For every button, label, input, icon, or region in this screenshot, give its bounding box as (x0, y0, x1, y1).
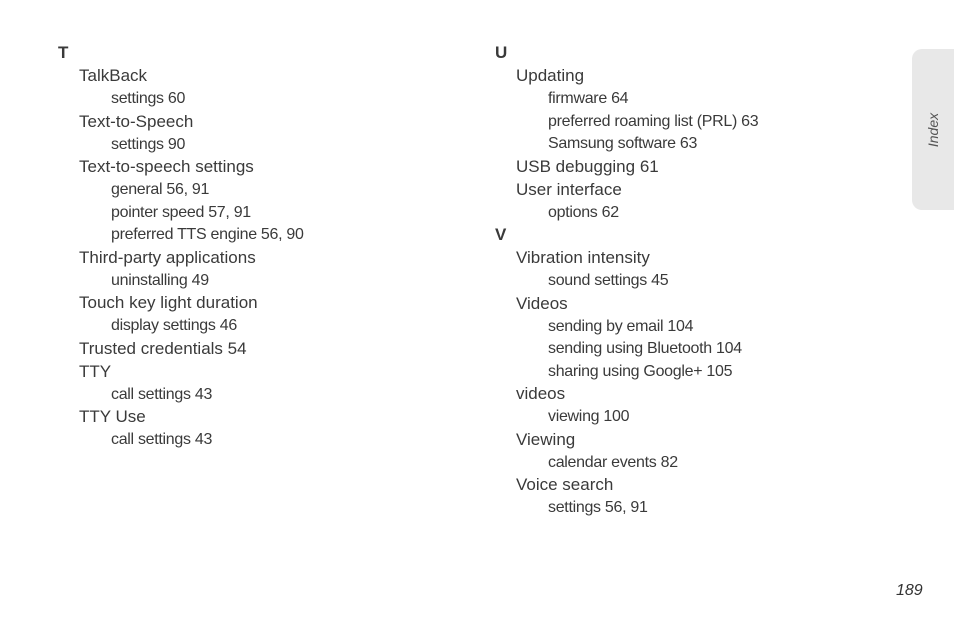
index-term: Text-to-Speech (79, 111, 194, 131)
page-number: 189 (896, 582, 923, 599)
index-term: videos (516, 384, 566, 403)
index-term: Voice search (516, 475, 614, 494)
index-term: Updating (516, 66, 585, 85)
section-letter-t: T (58, 43, 69, 62)
index-column-left (58, 42, 438, 452)
index-subentry: settings 60 (111, 90, 186, 107)
index-subentry: call settings 43 (111, 431, 213, 448)
index-term: TTY Use (79, 407, 146, 426)
index-subentry: firmware 64 (548, 90, 629, 107)
index-term: Viewing (516, 429, 576, 449)
index-term: Trusted credentials 54 (79, 338, 247, 358)
index-subentry: viewing 100 (548, 408, 630, 425)
index-subentry: preferred TTS engine 56, 90 (111, 226, 304, 243)
index-subentry: call settings 43 (111, 385, 213, 403)
index-term: TTY (79, 361, 112, 381)
index-term: Third-party applications (79, 247, 256, 267)
index-subentry: settings 90 (111, 135, 186, 153)
index-term: User interface (516, 179, 622, 199)
index-subentry: general 56, 91 (111, 181, 210, 198)
index-subentry: sound settings 45 (548, 272, 669, 289)
index-subentry: preferred roaming list (PRL) 63 (548, 112, 759, 130)
index-side-tab (912, 49, 954, 210)
index-term: TalkBack (79, 66, 148, 85)
index-term: Vibration intensity (516, 248, 650, 267)
index-subentry: settings 56, 91 (548, 499, 648, 516)
index-term: Videos (516, 293, 568, 313)
index-term: USB debugging 61 (516, 156, 659, 176)
index-subentry: Samsung software 63 (548, 135, 698, 152)
index-subentry: sharing using Google+ 105 (548, 362, 733, 380)
index-subentry: uninstalling 49 (111, 271, 209, 289)
index-subentry: pointer speed 57, 91 (111, 203, 251, 221)
index-subentry: sending using Bluetooth 104 (548, 340, 742, 357)
index-subentry: calendar events 82 (548, 453, 678, 471)
index-subentry: options 62 (548, 203, 619, 221)
index-term: Text-to-speech settings (79, 157, 254, 176)
side-tab-label: Index (925, 112, 941, 147)
index-column-right (495, 42, 875, 520)
index-subentry: display settings 46 (111, 317, 237, 334)
section-letter-v: V (495, 225, 507, 244)
index-subentry: sending by email 104 (548, 317, 694, 335)
index-term: Touch key light duration (79, 293, 258, 312)
section-letter-u: U (495, 43, 508, 62)
